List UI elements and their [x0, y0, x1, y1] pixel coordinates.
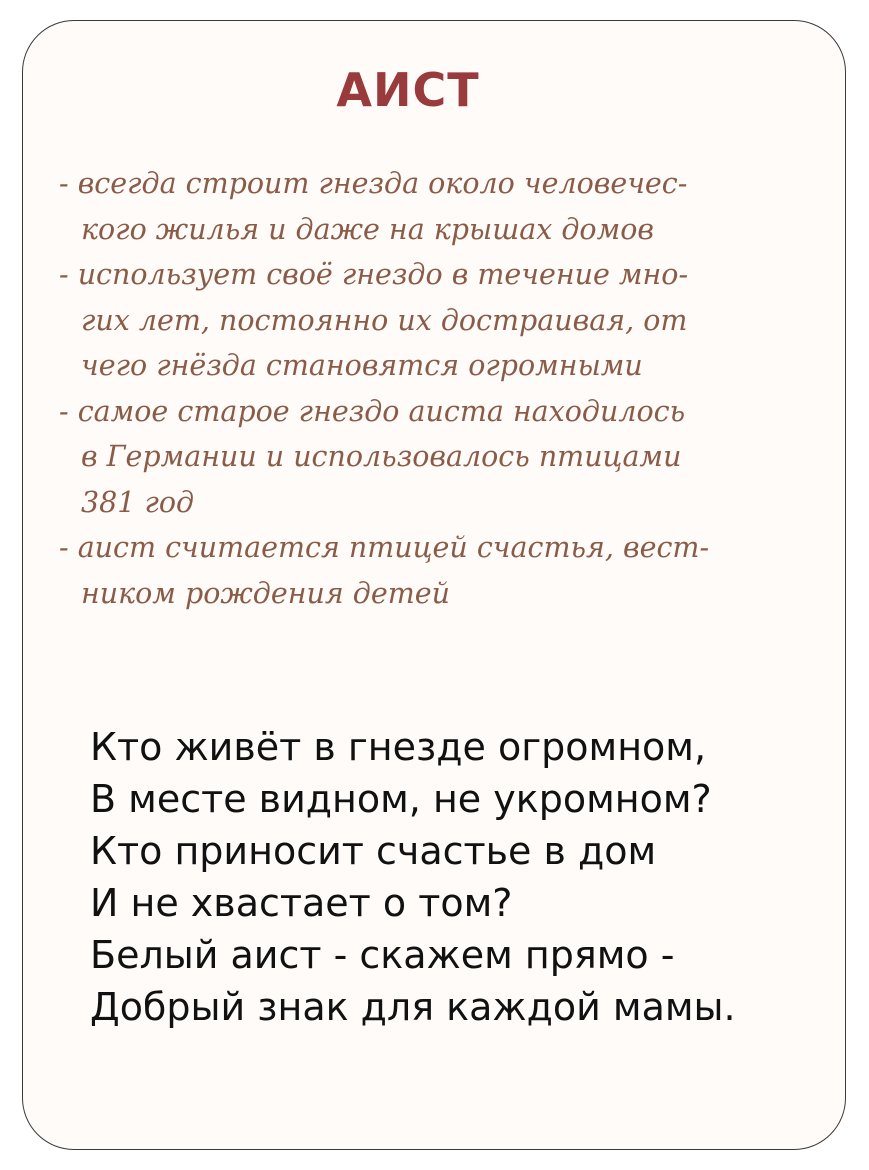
fact-line: чего гнёзда становятся огромными — [81, 349, 643, 382]
fact-line: - аист считается птицей счастья, вест- — [59, 531, 710, 564]
facts-list — [59, 161, 819, 616]
poem-line: Белый аист - скажем прямо - — [90, 933, 675, 977]
poem-line: Добрый знак для каждой мамы. — [90, 985, 736, 1029]
fact-line: гих лет, постоянно их достраивая, от — [81, 303, 688, 337]
card-title: АИСТ — [336, 63, 480, 117]
poem-line: И не хвастает о том? — [90, 881, 513, 925]
fact-line: в Германии и использовалось птицами — [81, 440, 682, 473]
fact-line: 381 год — [81, 485, 195, 519]
fact-line: - всегда строит гнезда около человечес- — [59, 167, 688, 200]
fact-line: кого жилья и даже на крышах домов — [81, 212, 654, 246]
poem-line: В месте видном, не укромном? — [90, 777, 712, 821]
fact-line: - самое старое гнездо аиста находилось — [59, 394, 686, 428]
card — [22, 20, 846, 1150]
poem-line: Кто живёт в гнезде огромном, — [90, 725, 707, 769]
fact-line: ником рождения детей — [81, 576, 450, 610]
fact-line: - использует своё гнездо в течение мно- — [59, 258, 689, 291]
poem-line: Кто приносит счастье в дом — [90, 829, 657, 873]
poem — [90, 721, 830, 1033]
